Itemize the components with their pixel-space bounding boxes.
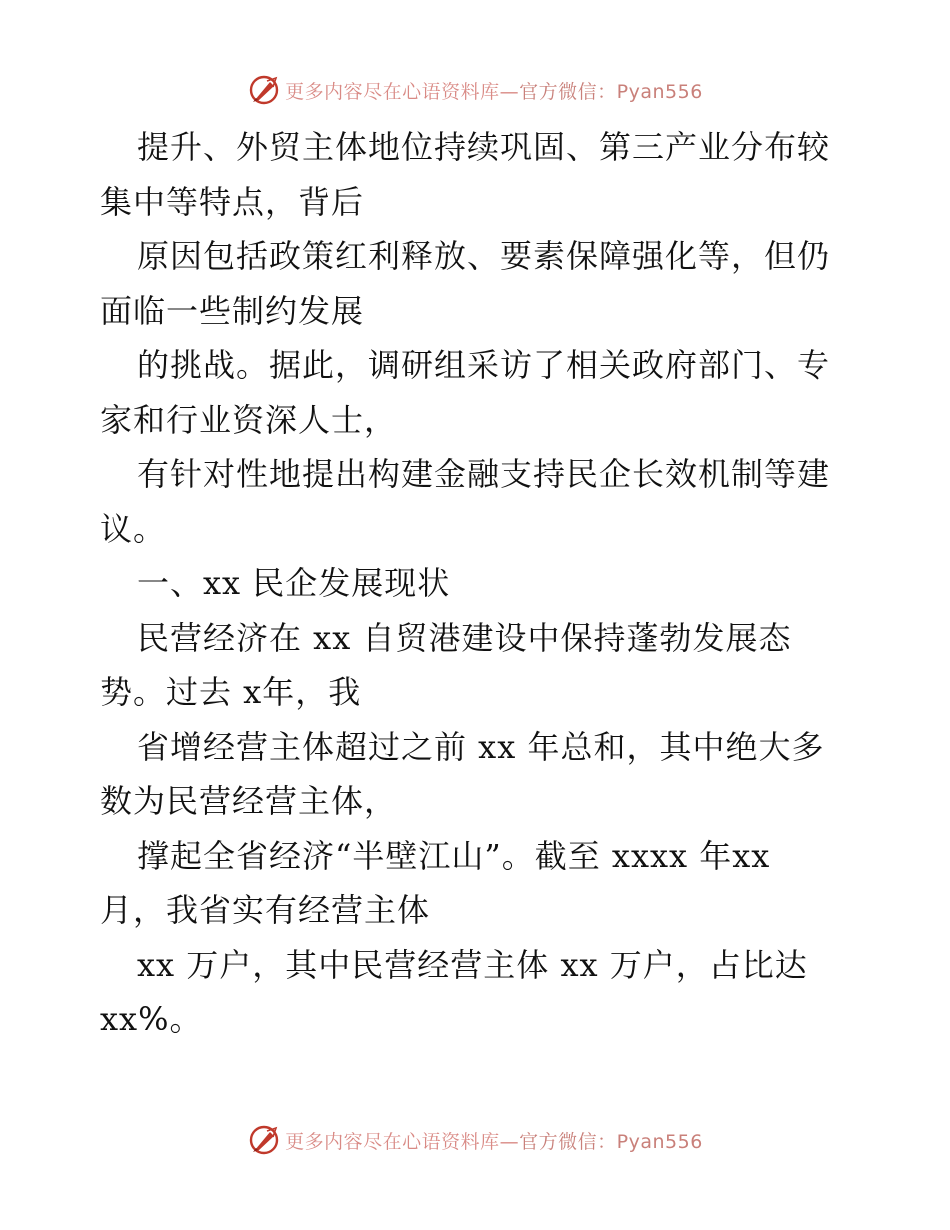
text-line: xx%。 [100, 1000, 203, 1038]
text-line: 撑起全省经济“半壁江山”。截至 xxxx 年xx [137, 836, 771, 875]
text-line: 提升、外贸主体地位持续巩固、第三产业分布较 [137, 128, 831, 166]
text-line: 数为民营经营主体， [100, 782, 398, 820]
section-heading: 一、xx 民企发展现状 [137, 564, 451, 602]
text-line: 家和行业资深人士， [100, 400, 398, 439]
text-line: 的挑战。据此，调研组采访了相关政府部门、专 [137, 346, 831, 384]
text-line: 原因包括政策红利释放、要素保障强化等，但仍 [137, 237, 831, 275]
document-body [100, 120, 860, 1047]
watermark-dash: — [499, 80, 520, 103]
text-line: 势。过去 x年，我 [100, 673, 362, 711]
text-line: 有针对性地提出构建金融支持民企长效机制等建 [137, 455, 831, 493]
quill-pen-logo-icon [247, 1123, 281, 1157]
watermark-wechat-text: 官方微信：Pyan556 [519, 80, 703, 103]
watermark-site-text: 更多内容尽在心语资料库 [285, 1130, 500, 1153]
text-line: xx 万户，其中民营经营主体 xx 万户，占比达 [137, 945, 808, 984]
watermark-site-text: 更多内容尽在心语资料库 [285, 80, 500, 103]
text-line: 议。 [100, 509, 167, 548]
quill-pen-logo-icon [247, 73, 281, 107]
watermark-wechat-text: 官方微信：Pyan556 [519, 1130, 703, 1153]
text-line: 集中等特点，背后 [100, 182, 365, 221]
text-line: 月，我省实有经营主体 [100, 891, 431, 929]
text-line: 面临一些制约发展 [100, 291, 365, 330]
watermark-text [285, 77, 703, 104]
header-watermark [0, 70, 950, 110]
text-line: 省增经营主体超过之前 xx 年总和，其中绝大多 [137, 727, 825, 766]
footer-watermark [0, 1120, 950, 1160]
text-line: 民营经济在 xx 自贸港建设中保持蓬勃发展态 [137, 618, 792, 657]
watermark-dash: — [499, 1130, 520, 1153]
watermark-text [285, 1127, 703, 1154]
